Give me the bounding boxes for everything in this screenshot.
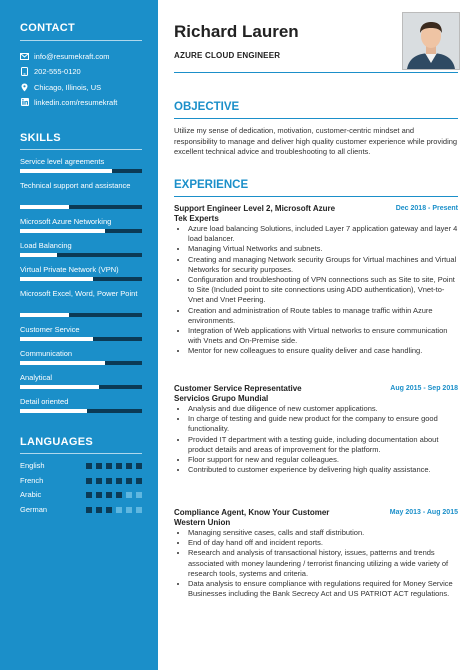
job-bullets: [174, 528, 458, 599]
job-bullets: [174, 224, 458, 357]
rating-square: [86, 478, 92, 484]
job-bullet: • Azure load balancing Solutions, included Layer 7 application gateway and layer 4 load balancer.: [188, 224, 458, 244]
skill-bar: [20, 205, 142, 209]
language-rating: [86, 492, 146, 498]
skill-bar: [20, 385, 142, 389]
skill-item: [20, 217, 142, 227]
skill-bar-fill: [20, 229, 105, 233]
language-item: [20, 461, 150, 471]
skill-item: [20, 241, 142, 251]
skill-bar-fill: [20, 337, 93, 341]
language-label: French: [20, 475, 44, 485]
skill-bar-fill: [20, 409, 87, 413]
objective-heading: OBJECTIVE: [174, 101, 240, 113]
rating-square: [136, 492, 142, 498]
language-label: Arabic: [20, 490, 42, 499]
objective-divider: [174, 118, 458, 119]
rating-square: [126, 507, 132, 513]
job-bullet: • Configuration and troubleshooting of VPN connections such as Site to site, Point to Site (Included point to site connections using ADD authentication), Vnet-to-Vnet and Vnet Peering.: [188, 275, 458, 306]
job-title: Compliance Agent, Know Your Customer: [174, 508, 330, 517]
rating-square: [86, 463, 92, 469]
rating-square: [86, 507, 92, 513]
location-pin-icon: [20, 83, 29, 92]
job-bullet: • Contributed to customer experience by delivering high quality assistance.: [188, 465, 458, 475]
job-bullet: • Creation and administration of Route tables to manage traffic within Azure environments.: [188, 306, 458, 326]
contact-phone[interactable]: [20, 65, 81, 77]
skill-item: [20, 181, 142, 191]
language-label: German: [20, 504, 48, 514]
contact-email[interactable]: [20, 50, 110, 62]
language-label: English: [20, 461, 45, 470]
header-divider: [174, 72, 458, 73]
profile-photo: [402, 12, 460, 70]
job-bullet: • Creating and managing Network security Groups for Virtual machines and Virtual Networks for security purposes.: [188, 255, 458, 275]
job-title: Customer Service Representative: [174, 384, 302, 393]
contact-linkedin[interactable]: [20, 96, 117, 108]
skill-item: [20, 397, 142, 407]
phone-icon: [20, 67, 29, 76]
skill-label: Customer Service: [20, 325, 80, 334]
skill-item: [20, 265, 142, 275]
candidate-title: AZURE CLOUD ENGINEER: [174, 51, 281, 60]
skill-label: Communication: [20, 349, 73, 358]
rating-square: [136, 478, 142, 484]
skill-label: Microsoft Azure Networking: [20, 217, 112, 226]
contact-location: [20, 81, 101, 93]
job-bullet: • Analysis and due diligence of new customer applications.: [188, 404, 458, 414]
rating-square: [106, 492, 112, 498]
job-bullet: • Managing sensitive cases, calls and staff distribution.: [188, 528, 458, 538]
sidebar: [0, 0, 158, 670]
job-bullet: • Data analysis to ensure compliance with regulations required for Money Service Businesses including the Bank Secrecy Act and US PATRIOT ACT regulations.: [188, 579, 458, 599]
skill-bar: [20, 313, 142, 317]
experience-divider: [174, 196, 458, 197]
skill-bar-fill: [20, 361, 105, 365]
job-bullet: • Provided IT department with a testing guide, including documentation about product details and areas of improvement for the platform.: [188, 435, 458, 455]
contact-heading: CONTACT: [20, 22, 76, 34]
contact-linkedin-text: linkedin.com/resumekraft: [34, 97, 118, 107]
job-entry: [174, 508, 458, 599]
linkedin-icon: [20, 98, 29, 107]
objective-text: Utilize my sense of dedication, motivation, customer-centric mindset and responsibility to manage and deliver high quality customer experience while providing excellent technical advice and troubleshooting to all clients.: [174, 126, 458, 156]
skill-bar: [20, 169, 142, 173]
skill-item: [20, 289, 142, 299]
skills-heading: SKILLS: [20, 132, 61, 144]
rating-square: [116, 463, 122, 469]
skill-label: Analytical: [20, 373, 53, 382]
skill-item: [20, 373, 142, 383]
job-bullet: • Floor support for new and regular colleagues.: [188, 455, 458, 465]
rating-square: [106, 507, 112, 513]
job-bullet: • Mentor for new colleagues to ensure quality deliver and case handling.: [188, 346, 458, 356]
skill-item: [20, 157, 142, 167]
skill-bar-fill: [20, 253, 57, 257]
skill-label: Microsoft Excel, Word, Power Point: [20, 289, 138, 298]
rating-square: [96, 478, 102, 484]
language-rating: [86, 507, 146, 513]
language-item: [20, 476, 150, 486]
skill-bar: [20, 277, 142, 281]
job-dates: Aug 2015 - Sep 2018: [390, 385, 458, 392]
rating-square: [86, 492, 92, 498]
rating-square: [96, 507, 102, 513]
job-company: Western Union: [174, 518, 231, 527]
rating-square: [136, 507, 142, 513]
rating-square: [136, 463, 142, 469]
job-dates: Dec 2018 - Present: [395, 205, 458, 212]
skill-bar: [20, 409, 142, 413]
rating-square: [106, 463, 112, 469]
email-icon: [20, 52, 29, 61]
languages-heading: LANGUAGES: [20, 436, 93, 448]
job-bullet: • In charge of testing and guide new product for the company to ensure good functionality.: [188, 414, 458, 434]
rating-square: [106, 478, 112, 484]
language-rating: [86, 478, 146, 484]
job-bullet: • Research and analysis of transactional history, issues, patterns and trends associated with money laundering / terrorist financing utilizing a wide variety of research tools, systems and criteria.: [188, 548, 458, 579]
skill-item: [20, 325, 142, 335]
skill-bar-fill: [20, 169, 112, 173]
skill-bar: [20, 337, 142, 341]
skill-label: Service level agreements: [20, 157, 105, 166]
skill-bar: [20, 361, 142, 365]
languages-divider: [20, 453, 142, 454]
contact-location-text: Chicago, Illinois, US: [34, 82, 102, 92]
job-title: Support Engineer Level 2, Microsoft Azure: [174, 204, 336, 213]
job-bullet: • Integration of Web applications with Virtual networks to ensure communication with Vnets and On-Premise side.: [188, 326, 458, 346]
skill-item: [20, 349, 142, 359]
skill-bar-fill: [20, 313, 69, 317]
language-item: [20, 490, 150, 500]
experience-heading: EXPERIENCE: [174, 179, 249, 191]
job-company: Servicios Grupo Mundial: [174, 394, 269, 403]
skill-bar: [20, 229, 142, 233]
skill-bar-fill: [20, 277, 93, 281]
skill-label: Detail oriented: [20, 397, 69, 406]
job-bullet: • Managing Virtual Networks and subnets.: [188, 244, 458, 254]
language-rating: [86, 463, 146, 469]
job-company: Tek Experts: [174, 214, 219, 223]
job-dates: May 2013 - Aug 2015: [389, 509, 458, 516]
skill-label: Technical support and assistance: [20, 181, 131, 190]
rating-square: [96, 463, 102, 469]
rating-square: [116, 492, 122, 498]
contact-divider: [20, 40, 142, 41]
language-item: [20, 505, 150, 515]
job-entry: [174, 204, 458, 357]
rating-square: [116, 507, 122, 513]
skill-bar-fill: [20, 205, 69, 209]
skill-label: Virtual Private Network (VPN): [20, 265, 119, 274]
job-entry: [174, 384, 458, 475]
job-bullet: • End of day hand off and incident reports.: [188, 538, 458, 548]
job-bullets: [174, 404, 458, 475]
rating-square: [126, 478, 132, 484]
skill-bar: [20, 253, 142, 257]
rating-square: [96, 492, 102, 498]
contact-email-text: info@resumekraft.com: [34, 51, 110, 61]
rating-square: [126, 492, 132, 498]
contact-phone-text: 202-555-0120: [34, 66, 81, 76]
skill-label: Load Balancing: [20, 241, 72, 250]
skill-bar-fill: [20, 385, 99, 389]
rating-square: [126, 463, 132, 469]
skills-divider: [20, 149, 142, 150]
candidate-name: Richard Lauren: [174, 22, 299, 41]
rating-square: [116, 478, 122, 484]
